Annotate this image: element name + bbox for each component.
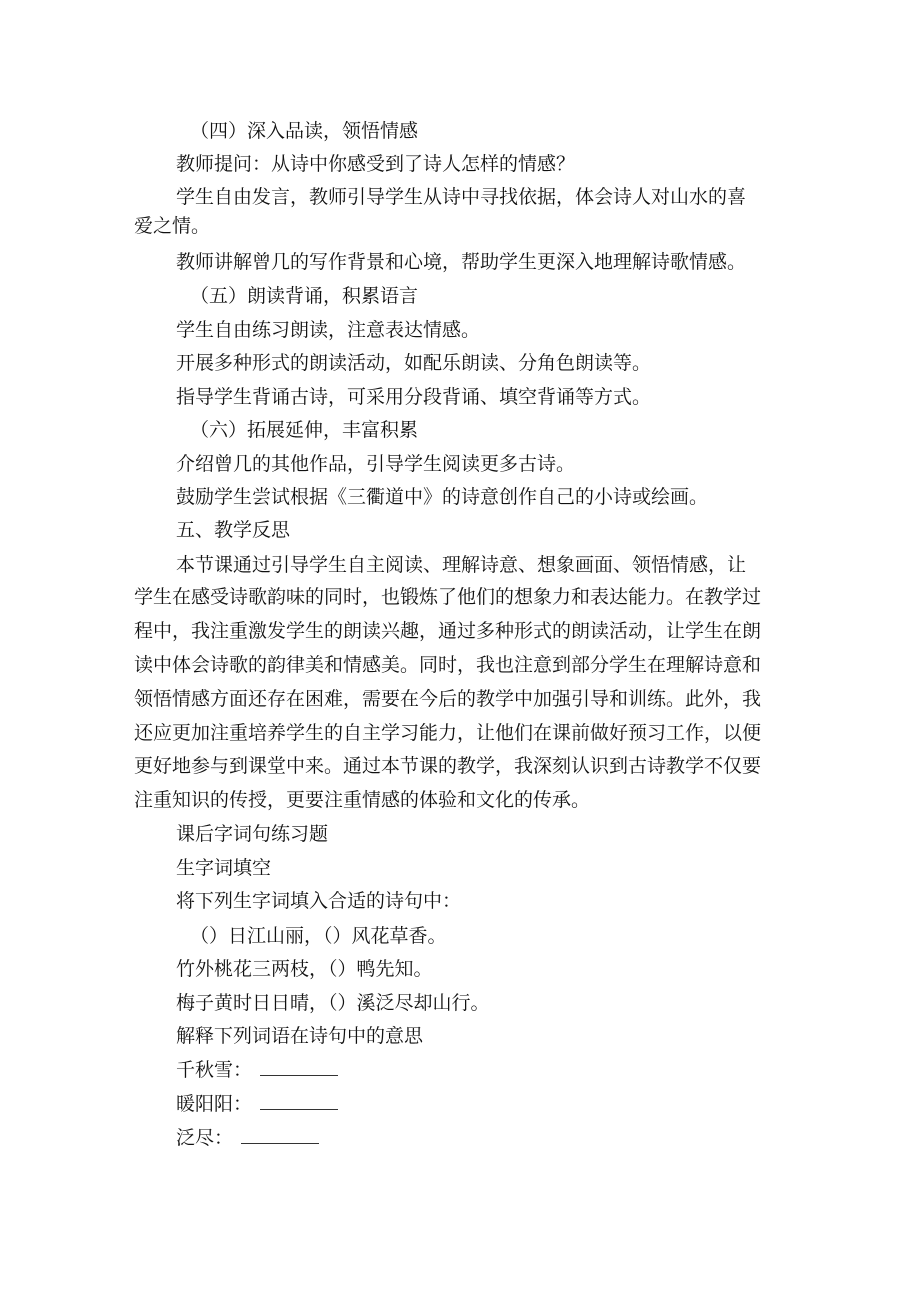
paragraph: 介绍曾几的其他作品，引导学生阅读更多古诗。 bbox=[176, 453, 576, 475]
answer-blank[interactable] bbox=[260, 1093, 338, 1110]
paragraph: 开展多种形式的朗读活动，如配乐朗读、分角色朗读等。 bbox=[176, 352, 652, 374]
answer-blank[interactable] bbox=[260, 1059, 338, 1076]
reflection-heading: 五、教学反思 bbox=[176, 519, 291, 541]
paragraph-continuation: 爱之情。 bbox=[134, 215, 211, 237]
section-4-heading: （四）深入品读，领悟情感 bbox=[190, 120, 419, 142]
exercise-1-heading: 生字词填空 bbox=[176, 857, 272, 879]
term-label: 暖阳阳： bbox=[176, 1093, 253, 1115]
reflection-line: 更好地参与到课堂中来。通过本节课的教学，我深刻认识到古诗教学不仅要 bbox=[134, 755, 762, 777]
term-label: 泛尽： bbox=[176, 1127, 234, 1149]
paragraph: 学生自由练习朗读，注意表达情感。 bbox=[176, 319, 481, 341]
section-6-heading: （六）拓展延伸，丰富积累 bbox=[190, 419, 419, 441]
exercise-heading: 课后字词句练习题 bbox=[176, 823, 329, 845]
answer-blank[interactable] bbox=[241, 1127, 319, 1144]
paragraph: 教师讲解曾几的写作背景和心境，帮助学生更深入地理解诗歌情感。 bbox=[176, 251, 747, 273]
reflection-line: 读中体会诗歌的韵律美和情感美。同时，我也注意到部分学生在理解诗意和 bbox=[134, 654, 762, 676]
paragraph: 指导学生背诵古诗，可采用分段背诵、填空背诵等方式。 bbox=[176, 386, 652, 408]
exercise-1-intro: 将下列生字词填入合适的诗句中： bbox=[176, 890, 462, 912]
paragraph: 教师提问：从诗中你感受到了诗人怎样的情感？ bbox=[176, 153, 576, 175]
reflection-line: 领悟情感方面还存在困难，需要在今后的教学中加强引导和训练。此外，我 bbox=[134, 688, 762, 710]
exercise-1-item: 梅子黄时日日晴，（）溪泛尽却山行。 bbox=[176, 992, 490, 1014]
exercise-2-heading: 解释下列词语在诗句中的意思 bbox=[176, 1025, 424, 1047]
exercise-2-item bbox=[176, 1090, 338, 1118]
exercise-2-item bbox=[176, 1124, 319, 1152]
reflection-line: 还应更加注重培养学生的自主学习能力，让他们在课前做好预习工作，以便 bbox=[134, 722, 762, 744]
reflection-line: 注重知识的传授，更要注重情感的体验和文化的传承。 bbox=[134, 789, 591, 811]
paragraph: 鼓励学生尝试根据《三衢道中》的诗意创作自己的小诗或绘画。 bbox=[176, 486, 709, 508]
exercise-1-item: （）日江山丽，（）风花草香。 bbox=[190, 925, 447, 947]
reflection-line: 程中，我注重激发学生的朗读兴趣，通过多种形式的朗读活动，让学生在朗 bbox=[134, 620, 762, 642]
reflection-line: 学生在感受诗歌韵味的同时，也锻炼了他们的想象力和表达能力。在教学过 bbox=[134, 586, 762, 608]
exercise-1-item: 竹外桃花三两枝，（）鸭先知。 bbox=[176, 958, 433, 980]
paragraph: 学生自由发言，教师引导学生从诗中寻找依据，体会诗人对山水的喜 bbox=[176, 186, 747, 208]
exercise-2-item bbox=[176, 1056, 338, 1084]
term-label: 千秋雪： bbox=[176, 1059, 253, 1081]
reflection-line: 本节课通过引导学生自主阅读、理解诗意、想象画面、领悟情感，让 bbox=[176, 554, 747, 576]
section-5-heading: （五）朗读背诵，积累语言 bbox=[190, 285, 419, 307]
